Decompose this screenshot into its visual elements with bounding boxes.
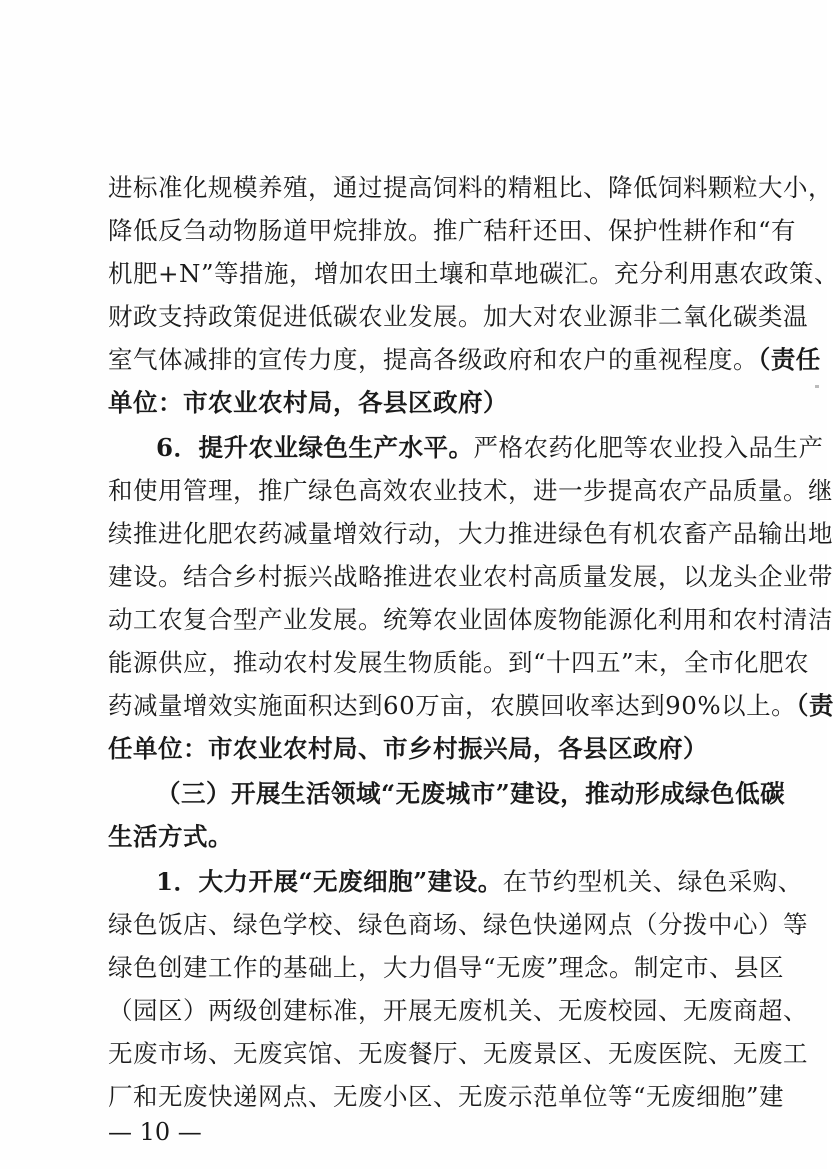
item-6-heading-line [156, 428, 824, 468]
body-line-12 [108, 643, 810, 683]
responsibility-start: （责任 [758, 345, 821, 374]
responsibility-line [108, 383, 720, 423]
line-text: 无废市场、无废宾馆、无废餐厅、无废景区、无废医院、无废工 [108, 1039, 808, 1068]
body-line-18 [108, 905, 808, 945]
body-line-22 [108, 1077, 785, 1117]
line-text: 财政支持政策促进低碳农业发展。加大对农业源非二氧化碳类温 [108, 302, 808, 331]
item-1-heading: 1．大力开展“无废细胞”建设。 [156, 867, 503, 896]
body-line-9 [108, 514, 833, 554]
line-text: 进标准化规模养殖，通过提高饲料的精粗比、降低饲料颗粒大小， [108, 173, 833, 202]
item-6-heading: 6．提升农业绿色生产水平。 [156, 433, 474, 462]
body-line-11 [108, 600, 833, 640]
line-text: 绿色创建工作的基础上，大力倡导“无废”理念。制定市、县区 [108, 953, 785, 982]
body-line-5 [108, 340, 821, 380]
line-text: 药减量增效实施面积达到60万亩，农膜回收率达到90%以上。 [108, 691, 797, 720]
line-text: 续推进化肥农药减量增效行动，大力推进绿色有机农畜产品输出地 [108, 519, 833, 548]
body-line-10 [108, 557, 833, 597]
body-line-2 [108, 211, 797, 251]
line-text: 室气体减排的宣传力度，提高各级政府和农户的重视程度。 [108, 345, 758, 374]
line-text: 在节约型机关、绿色采购、 [502, 867, 803, 896]
line-text: （三）开展生活领域“无废城市”建设，推动形成绿色低碳 [156, 779, 786, 808]
responsibility-start: （责 [796, 691, 834, 720]
body-line-1 [108, 168, 833, 208]
responsibility-line [108, 729, 720, 769]
line-text: （园区）两级创建标准，开展无废机关、无废校园、无废商超、 [108, 996, 808, 1025]
line-text: 单位：市农业农村局，各县区政府） [108, 388, 508, 417]
line-text: 建设。结合乡村振兴战略推进农业农村高质量发展，以龙头企业带 [108, 562, 833, 591]
body-line-13 [108, 686, 834, 726]
section-3-heading [156, 774, 786, 814]
line-text: 机肥+N”等措施，增加农田土壤和草地碳汇。充分利用惠农政策、 [108, 259, 839, 288]
line-text: 动工农复合型产业发展。统筹农业固体废物能源化利用和农村清洁 [108, 605, 833, 634]
line-text: 降低反刍动物肠道甲烷排放。推广秸秆还田、保护性耕作和“有 [108, 216, 797, 245]
line-text: 厂和无废快递网点、无废小区、无废示范单位等“无废细胞”建 [108, 1082, 785, 1111]
body-line-19 [108, 948, 785, 988]
body-line-3 [108, 254, 839, 294]
line-text: 任单位：市农业农村局、市乡村振兴局，各县区政府） [108, 734, 708, 763]
line-text: 严格农药化肥等农业投入品生产 [473, 433, 824, 462]
item-1-heading-line [156, 862, 803, 902]
line-text: 生活方式。 [108, 822, 233, 851]
body-line-8 [108, 471, 833, 511]
body-line-4 [108, 297, 808, 337]
line-text: 和使用管理，推广绿色高效农业技术，进一步提高农产品质量。继 [108, 476, 833, 505]
section-3-heading-cont [108, 817, 720, 857]
body-line-20 [108, 991, 808, 1031]
line-text: 绿色饭店、绿色学校、绿色商场、绿色快递网点（分拨中心）等 [108, 910, 808, 939]
scan-mark [815, 385, 819, 388]
line-text: 能源供应，推动农村发展生物质能。到“十四五”末，全市化肥农 [108, 648, 810, 677]
page-number: — 10 — [108, 1118, 202, 1146]
body-line-21 [108, 1034, 808, 1074]
